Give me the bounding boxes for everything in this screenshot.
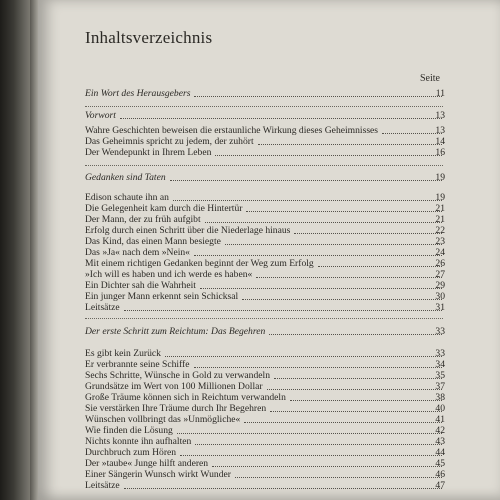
page-number: 13 [435,125,445,136]
entry-label: Das Kind, das einen Mann besiegte [85,236,221,247]
page-number: 22 [435,225,445,236]
toc-section-row [85,110,445,122]
page-title: Inhaltsverzeichnis [85,28,213,47]
page-number: 30 [435,291,445,302]
entry-label: Leitsätze [85,302,120,313]
leader-dots [215,155,442,156]
page-number: 24 [435,247,445,258]
entry-label: Die Gelegenheit kam durch die Hintertür [85,203,243,214]
leader-dots [180,455,442,456]
page-column-label: Seite [420,73,440,84]
entry-label: Nichts konnte ihn aufhalten [85,436,192,447]
entry-label: Der »taube« Junge hilft anderen [85,458,209,469]
section-separator [85,165,443,166]
leader-dots [258,144,442,145]
leader-dots [235,477,442,478]
entry-label: Wünschen vollbringt das »Unmögliche« [85,414,241,425]
entry-label: Edison schaute ihn an [85,192,169,203]
page-number: 14 [435,136,445,147]
leader-dots [205,222,442,223]
page-number: 44 [435,447,445,458]
leader-dots [194,255,442,256]
page-number: 16 [435,147,445,158]
entry-label: »Ich will es haben und ich werde es haben« [85,269,253,280]
leader-dots [256,277,442,278]
page-number: 40 [435,403,445,414]
entry-label: Sechs Schritte, Wünsche in Gold zu verwandeln [85,370,270,381]
entry-label: Das »Ja« nach dem »Nein« [85,247,190,258]
page-number: 38 [435,392,445,403]
page-number: 46 [435,469,445,480]
page-number: 47 [435,480,445,491]
entry-label: Ein Dichter sah die Wahrheit [85,280,196,291]
leader-dots [290,400,442,401]
toc-entry [85,480,445,492]
entry-label: Große Träume können sich in Reichtum verwandeln [85,392,286,403]
leader-dots [244,422,442,423]
leader-dots [269,334,442,335]
leader-dots [270,411,442,412]
entry-label: Er verbrannte seine Schiffe [85,359,190,370]
entry-label: Durchbruch zum Hören [85,447,177,458]
page-number: 31 [435,302,445,313]
leader-dots [173,200,442,201]
leader-dots [124,488,442,489]
leader-dots [225,244,442,245]
page-number: 43 [435,436,445,447]
leader-dots [212,466,442,467]
toc-entry [85,302,445,314]
section-title: Vorwort [85,110,116,121]
page-number: 19 [435,192,445,203]
page-number: 33 [435,326,445,337]
page-number: 19 [435,172,445,183]
toc-section-row [85,172,445,184]
page-number: 29 [435,280,445,291]
section-title: Der erste Schritt zum Reichtum: Das Begehren [85,326,266,337]
page-number: 13 [435,110,445,121]
page-number: 37 [435,381,445,392]
entry-label: Leitsätze [85,480,120,491]
toc-section-row [85,326,445,338]
leader-dots [274,378,442,379]
entry-label: Ein junger Mann erkennt sein Schicksal [85,291,239,302]
entry-label: Erfolg durch einen Schritt über die Niederlage hinaus [85,225,291,236]
page-number: 26 [435,258,445,269]
leader-dots [294,233,442,234]
page-number: 35 [435,370,445,381]
leader-dots [120,118,442,119]
leader-dots [195,444,442,445]
page-number: 23 [435,236,445,247]
leader-dots [194,367,442,368]
section-title: Gedanken sind Taten [85,172,166,183]
entry-label: Grundsätze im Wert von 100 Millionen Dollar [85,381,263,392]
page-number: 45 [435,458,445,469]
page-number: 42 [435,425,445,436]
section-separator [85,106,443,107]
page-number: 34 [435,359,445,370]
entry-label: Wahre Geschichten beweisen die erstaunliche Wirkung dieses Geheimnisses [85,125,379,136]
leader-dots [124,310,442,311]
page-number: 21 [435,203,445,214]
entry-label: Wie finden die Lösung [85,425,173,436]
page-number: 27 [435,269,445,280]
entry-label: Sie verstärken Ihre Träume durch Ihr Begehren [85,403,267,414]
page-number: 33 [435,348,445,359]
page-number: 41 [435,414,445,425]
entry-label: Das Geheimnis spricht zu jedem, der zuhört [85,136,254,147]
leader-dots [170,180,442,181]
leader-dots [165,356,442,357]
leader-dots [267,389,442,390]
leader-dots [242,299,442,300]
entry-label: Der Wendepunkt in Ihrem Leben [85,147,212,158]
leader-dots [200,288,442,289]
leader-dots [194,96,442,97]
page-number: 21 [435,214,445,225]
toc-section-row [85,88,445,100]
entry-label: Es gibt kein Zurück [85,348,161,359]
leader-dots [177,433,442,434]
section-title: Ein Wort des Herausgebers [85,88,191,99]
page-number: 11 [435,88,445,99]
section-separator [85,318,443,319]
toc-entry [85,147,445,159]
entry-label: Mit einem richtigen Gedanken beginnt der Weg zum Erfolg [85,258,314,269]
entry-label: Einer Sängerin Wunsch wirkt Wunder [85,469,231,480]
entry-label: Der Mann, der zu früh aufgibt [85,214,201,225]
leader-dots [246,211,442,212]
